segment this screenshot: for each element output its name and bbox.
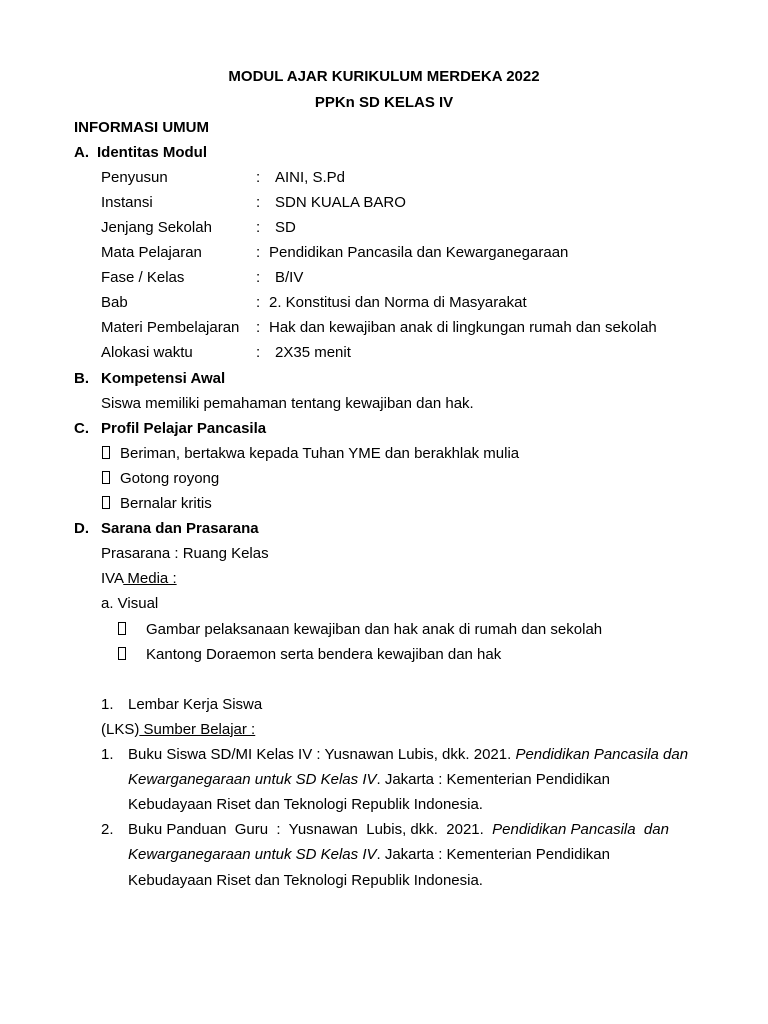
section-heading-informasi-umum: INFORMASI UMUM [74, 119, 209, 136]
identitas-sep: : [256, 269, 261, 286]
reference-line [128, 746, 688, 764]
identitas-sep: : [256, 319, 261, 336]
identitas-key: Alokasi waktu [101, 344, 193, 361]
identitas-sep: : [256, 344, 261, 361]
lks-prefix: (LKS) [101, 721, 140, 738]
section-a-label: A. [74, 144, 89, 161]
reference-title: Pendidikan Pancasila dan [515, 746, 689, 763]
section-d-label: D. [74, 520, 89, 537]
identitas-sep: : [256, 219, 261, 236]
reference-line: Kebudayaan Riset dan Teknologi Republik Indonesia. [128, 872, 483, 889]
identitas-key: Jenjang Sekolah [101, 219, 212, 236]
profil-item: Beriman, bertakwa kepada Tuhan YME dan berakhlak mulia [120, 445, 520, 462]
section-d-heading: Sarana dan Prasarana [101, 520, 259, 537]
identitas-sep: : [256, 194, 261, 211]
identitas-value: 2X35 menit [275, 344, 351, 361]
lks-text: Lembar Kerja Siswa [128, 696, 263, 713]
bullet-icon [102, 470, 110, 488]
identitas-value: SD [275, 219, 296, 236]
identitas-key: Mata Pelajaran [101, 244, 202, 261]
reference-text: . Jakarta : Kementerian Pendidikan [376, 846, 610, 863]
bullet-icon [118, 646, 126, 664]
media-line [101, 570, 177, 588]
document-subtitle: PPKn SD KELAS IV [314, 94, 454, 111]
sumber-belajar-label: Sumber Belajar : [139, 721, 256, 738]
prasarana-text: Prasarana : Ruang Kelas [101, 545, 269, 562]
reference-line [128, 771, 610, 789]
identitas-key: Instansi [101, 194, 153, 211]
identitas-value: Pendidikan Pancasila dan Kewarganegaraan [269, 244, 569, 261]
bullet-icon [102, 445, 110, 463]
identitas-value: 2. Konstitusi dan Norma di Masyarakat [269, 294, 527, 311]
reference-line [128, 821, 669, 839]
reference-title: Kewarganegaraan untuk SD Kelas IV [128, 846, 377, 863]
reference-text: Buku Panduan Guru : Yusnawan Lubis, dkk. 2021. [128, 821, 493, 838]
section-c-heading: Profil Pelajar Pancasila [101, 420, 267, 437]
reference-text: . Jakarta : Kementerian Pendidikan [376, 771, 610, 788]
reference-number: 1. [101, 746, 114, 763]
bullet-icon [118, 621, 126, 639]
section-b-heading: Kompetensi Awal [101, 370, 226, 387]
identitas-key: Penyusun [101, 169, 168, 186]
lks-number: 1. [101, 696, 114, 713]
bullet-icon [102, 495, 110, 513]
reference-line [128, 846, 610, 864]
profil-item: Gotong royong [120, 470, 220, 487]
media-prefix: IVA [101, 570, 124, 587]
identitas-key: Bab [101, 294, 128, 311]
identitas-value: B/IV [275, 269, 304, 286]
visual-label: a. Visual [101, 595, 159, 612]
reference-number: 2. [101, 821, 114, 838]
section-a-heading: Identitas Modul [97, 144, 207, 161]
section-b-label: B. [74, 370, 89, 387]
document-title: MODUL AJAR KURIKULUM MERDEKA 2022 [228, 68, 540, 85]
identitas-value: SDN KUALA BARO [275, 194, 406, 211]
identitas-sep: : [256, 244, 261, 261]
identitas-sep: : [256, 294, 261, 311]
visual-item: Kantong Doraemon serta bendera kewajiban dan hak [146, 646, 502, 663]
identitas-value: AINI, S.Pd [275, 169, 346, 186]
identitas-value: Hak dan kewajiban anak di lingkungan rumah dan sekolah [269, 319, 657, 336]
reference-title: Kewarganegaraan untuk SD Kelas IV [128, 771, 377, 788]
profil-item: Bernalar kritis [120, 495, 212, 512]
identitas-key: Materi Pembelajaran [101, 319, 240, 336]
identitas-key: Fase / Kelas [101, 269, 185, 286]
identitas-sep: : [256, 169, 261, 186]
visual-item: Gambar pelaksanaan kewajiban dan hak anak di rumah dan sekolah [146, 621, 603, 638]
section-c-label: C. [74, 420, 89, 437]
reference-title: Pendidikan Pancasila dan [492, 821, 669, 838]
reference-text: Buku Siswa SD/MI Kelas IV : Yusnawan Lubis, dkk. 2021. [128, 746, 516, 763]
sumber-line [101, 721, 255, 739]
kompetensi-text: Siswa memiliki pemahaman tentang kewajiban dan hak. [101, 395, 474, 412]
reference-line: Kebudayaan Riset dan Teknologi Republik Indonesia. [128, 796, 483, 813]
media-label: Media : [123, 570, 177, 587]
